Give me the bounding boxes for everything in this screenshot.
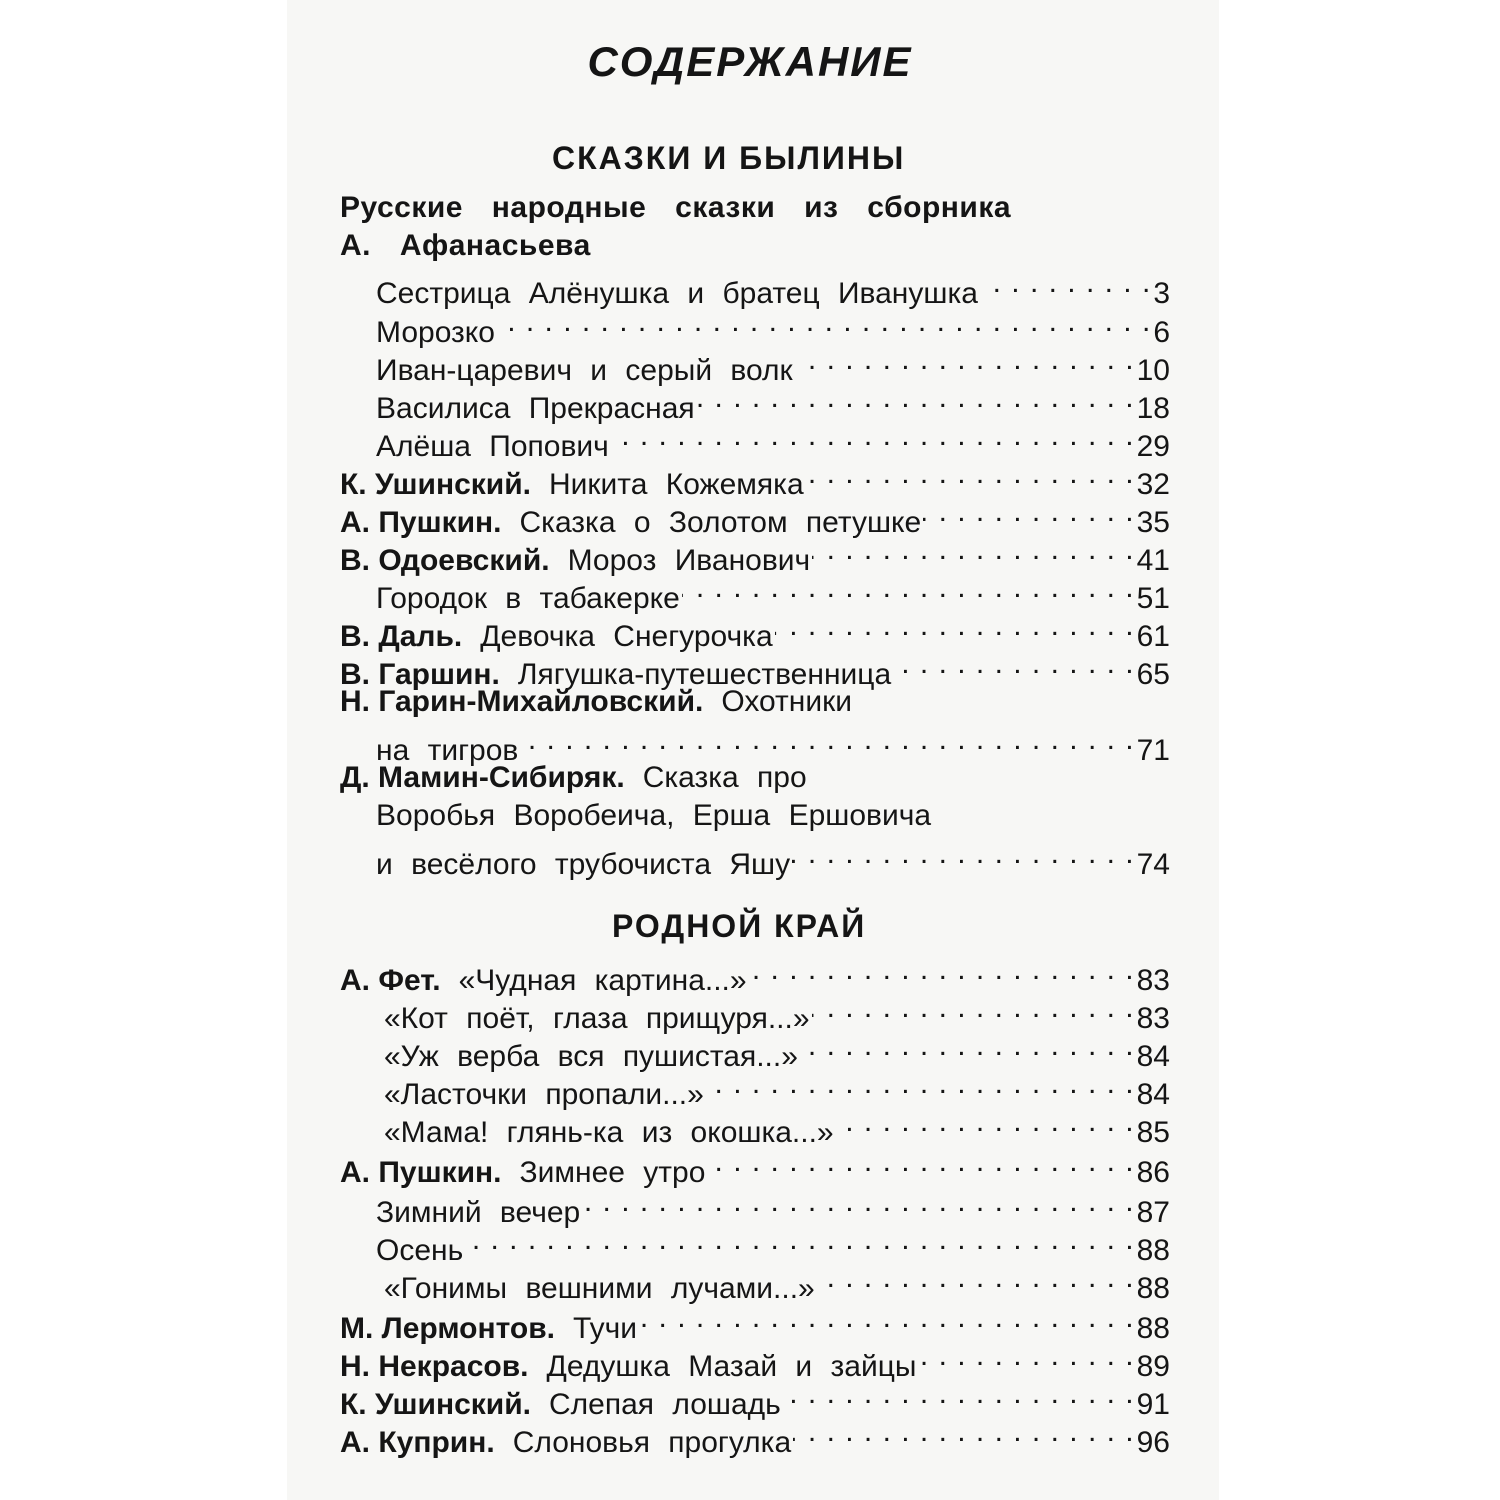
toc-entry[interactable] — [376, 1220, 1170, 1267]
toc-entry[interactable] — [340, 950, 1170, 997]
entry-author: А. Куприн. — [340, 1426, 495, 1459]
entry-page: 83 — [1136, 964, 1170, 997]
dot-leader — [465, 1220, 1134, 1260]
entry-page: 84 — [1136, 1040, 1170, 1073]
entry-page: 88 — [1136, 1312, 1170, 1345]
dot-leader — [800, 1026, 1135, 1066]
toc-entry[interactable] — [376, 340, 1170, 387]
dot-leader — [893, 644, 1134, 684]
entry-title: Зимнее утро — [519, 1156, 706, 1189]
entry-page: 71 — [1136, 734, 1170, 767]
entry-title: Никита Кожемяка — [549, 468, 804, 501]
entry-title: Сказка про — [642, 761, 807, 794]
dot-leader — [775, 606, 1135, 646]
group-heading-text: А. Афанасьева — [340, 229, 591, 262]
entry-title: «Чудная картина...» — [458, 964, 747, 997]
entry-author: А. Фет. — [340, 964, 441, 997]
toc-entry[interactable] — [376, 302, 1170, 349]
entry-page: 61 — [1136, 620, 1170, 653]
dot-leader — [918, 1336, 1134, 1376]
group-heading-line-1 — [340, 188, 1170, 228]
toc-entry[interactable] — [340, 1298, 1170, 1345]
dot-leader — [812, 530, 1134, 570]
entry-title: Слепая лошадь — [549, 1388, 781, 1421]
entry-page: 29 — [1136, 430, 1170, 463]
entry-title: Тучи — [572, 1312, 637, 1345]
dot-leader — [749, 950, 1135, 990]
entry-page: 88 — [1136, 1234, 1170, 1267]
entry-page: 85 — [1136, 1116, 1170, 1149]
toc-entry[interactable] — [340, 1142, 1170, 1189]
entry-title: Сказка о Золотом петушке — [519, 506, 922, 539]
entry-author: А. Пушкин. — [340, 506, 502, 539]
toc-entry[interactable] — [340, 1336, 1170, 1383]
entry-page: 88 — [1136, 1272, 1170, 1305]
dot-leader — [783, 1374, 1135, 1414]
toc-entry[interactable] — [384, 1064, 1170, 1111]
toc-entry[interactable] — [384, 1026, 1170, 1073]
dot-leader — [817, 1258, 1135, 1298]
entry-page: 96 — [1136, 1426, 1170, 1459]
entry-page: 91 — [1136, 1388, 1170, 1421]
toc-entry[interactable] — [340, 454, 1170, 501]
dot-leader — [697, 378, 1135, 418]
toc-entry[interactable] — [376, 796, 1170, 836]
toc-entry[interactable] — [376, 568, 1170, 615]
entry-title: Морозко — [376, 316, 495, 349]
entry-title: на тигров — [376, 734, 519, 767]
toc-entry[interactable] — [340, 1374, 1170, 1421]
entry-title: Сестрица Алёнушка и братец Иванушка — [376, 277, 978, 310]
dot-leader — [497, 302, 1151, 342]
entry-page: 35 — [1136, 506, 1170, 539]
entry-title: Лягушка-путешественница — [517, 658, 892, 691]
toc-entry[interactable] — [340, 682, 1170, 722]
section-heading-skazki: СКАЗКИ И БЫЛИНЫ — [552, 140, 906, 176]
dot-leader — [836, 1102, 1135, 1142]
entry-page: 10 — [1136, 354, 1170, 387]
dot-leader — [980, 263, 1151, 303]
entry-page: 84 — [1136, 1078, 1170, 1111]
entry-page: 18 — [1136, 392, 1170, 425]
entry-title: Василиса Прекрасная — [376, 392, 695, 425]
entry-author: Н. Некрасов. — [340, 1350, 529, 1383]
toc-entry[interactable] — [376, 378, 1170, 425]
toc-entry[interactable] — [384, 1258, 1170, 1305]
dot-leader — [793, 1412, 1134, 1452]
dot-leader — [682, 568, 1135, 608]
dot-leader — [923, 492, 1134, 532]
toc-entry[interactable] — [376, 720, 1170, 767]
entry-author: В. Одоевский. — [340, 544, 550, 577]
page-title: СОДЕРЖАНИЕ — [587, 38, 913, 85]
toc-entry[interactable] — [384, 1102, 1170, 1149]
dot-leader — [792, 834, 1135, 874]
entry-page: 65 — [1136, 658, 1170, 691]
toc-entry[interactable] — [376, 416, 1170, 463]
entry-title: Городок в табакерке — [376, 582, 680, 615]
entry-title: «Уж верба вся пушистая...» — [384, 1040, 798, 1073]
entry-author: В. Гаршин. — [340, 658, 500, 691]
entry-title: «Мама! глянь-ка из окошка...» — [384, 1116, 834, 1149]
entry-author: К. Ушинский. — [340, 468, 531, 501]
dot-leader — [806, 454, 1135, 494]
entry-page: 6 — [1153, 316, 1170, 349]
toc-entry[interactable] — [376, 834, 1170, 881]
entry-page: 86 — [1136, 1156, 1170, 1189]
entry-page: 74 — [1136, 848, 1170, 881]
entry-page: 41 — [1136, 544, 1170, 577]
toc-entry[interactable] — [376, 1182, 1170, 1229]
entry-author: Д. Мамин-Сибиряк. — [340, 761, 625, 794]
dot-leader — [611, 416, 1135, 456]
dot-leader — [707, 1142, 1134, 1182]
entry-page: 87 — [1136, 1196, 1170, 1229]
entry-page: 51 — [1136, 582, 1170, 615]
entry-author: Н. Гарин-Михайловский. — [340, 685, 704, 718]
toc-entry[interactable] — [340, 606, 1170, 653]
entry-title: Осень — [376, 1234, 464, 1267]
dot-leader — [582, 1182, 1134, 1222]
entry-title: Охотники — [721, 685, 852, 718]
entry-title: Алёша Попович — [376, 430, 609, 463]
dot-leader — [520, 720, 1134, 760]
dot-leader — [706, 1064, 1135, 1104]
dot-leader — [812, 988, 1135, 1028]
entry-author: К. Ушинский. — [340, 1388, 531, 1421]
toc-entry[interactable] — [384, 988, 1170, 1035]
entry-author: М. Лермонтов. — [340, 1312, 555, 1345]
entry-page: 3 — [1153, 277, 1170, 310]
group-heading-text: Русские народные сказки из сборника — [340, 191, 1012, 224]
entry-title: Зимний вечер — [376, 1196, 581, 1229]
entry-title: Воробья Воробеича, Ерша Ершовича — [376, 799, 932, 832]
group-heading-line-2 — [340, 226, 1170, 266]
entry-title: Девочка Снегурочка — [480, 620, 773, 653]
entry-title: Слоновья прогулка — [512, 1426, 792, 1459]
entry-page: 32 — [1136, 468, 1170, 501]
entry-title: Мороз Иванович — [567, 544, 811, 577]
entry-title: Дедушка Мазай и зайцы — [546, 1350, 917, 1383]
entry-title: «Ласточки пропали...» — [384, 1078, 704, 1111]
toc-entry[interactable] — [340, 1412, 1170, 1459]
section-heading-rodnoy-kray: РОДНОЙ КРАЙ — [612, 908, 867, 944]
dot-leader — [795, 340, 1135, 380]
toc-entry[interactable] — [340, 644, 1170, 691]
toc-entry[interactable] — [340, 492, 1170, 539]
entry-page: 83 — [1136, 1002, 1170, 1035]
entry-author: А. Пушкин. — [340, 1156, 502, 1189]
entry-title: Иван-царевич и серый волк — [376, 354, 793, 387]
entry-title: «Гонимы вешними лучами...» — [384, 1272, 815, 1305]
toc-entry[interactable] — [376, 263, 1170, 310]
entry-title: «Кот поёт, глаза прищуря...» — [384, 1002, 810, 1035]
entry-author: В. Даль. — [340, 620, 463, 653]
entry-page: 89 — [1136, 1350, 1170, 1383]
dot-leader — [639, 1298, 1135, 1338]
toc-entry[interactable] — [340, 758, 1170, 798]
toc-entry[interactable] — [340, 530, 1170, 577]
entry-title: и весёлого трубочиста Яшу — [376, 848, 791, 881]
